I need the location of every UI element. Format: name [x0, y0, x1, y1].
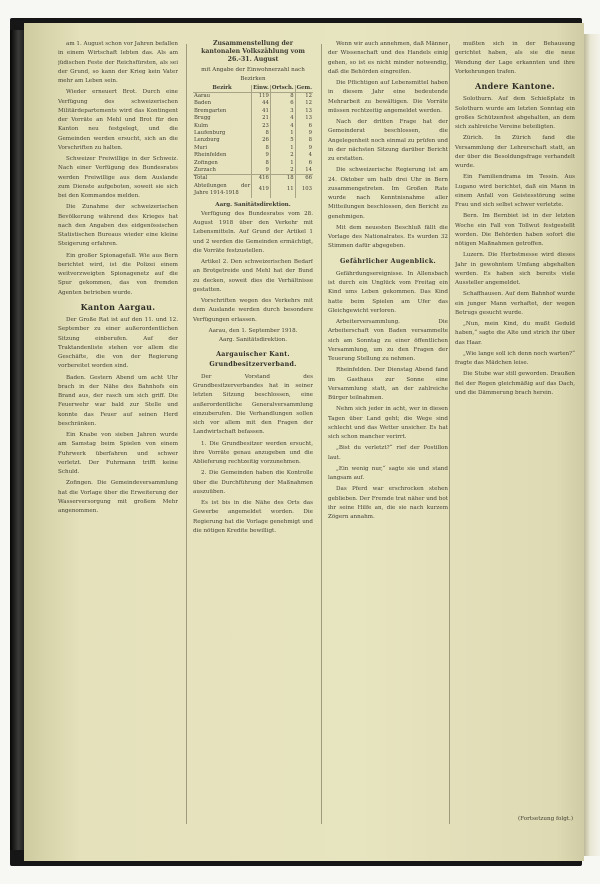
- table-row: Aarau 119 8 12: [194, 92, 312, 99]
- paragraph: 2. Die Gemeinden haben die Kontrolle über die Durchführung der Maßnahmen auszuüben.: [193, 470, 313, 495]
- signature-date: Aarau, den 1. September 1918.: [208, 327, 298, 334]
- paragraph: Der Vorstand des Grundbesitzerverbandes hat in seiner letzten Sitzung beschlossen, eine außerordentliche Generalversammlung einzuberufen. Die Verhandlungen sollen sich vor allem mit den Fragen der Landwirtschaft befassen.: [193, 373, 313, 436]
- paragraph: Artikel 2. Den schweizerischen Bedarf an Brotgetreide und Mehl hat der Bund zu decken, soweit dies die Verhältnisse gestatten.: [193, 259, 313, 293]
- paragraph: Vorschriften wegen des Verkehrs mit dem Auslande werden durch besondere Verfügungen erlassen.: [193, 298, 313, 323]
- paragraph: Luzern. Die Herbstmesse wird dieses Jahr in gewohntem Umfang abgehalten werden. Es haben sich bereits viele Aussteller angemeldet.: [455, 252, 575, 286]
- paragraph: mußten sich in der Behausung gerichtet haben, als sie die neue Wendung der Lage erkannten und ihre Vorkehrungen trafen.: [455, 41, 575, 75]
- table-row: Zofingen 8 1 6: [194, 159, 312, 166]
- paragraph: Solothurn. Auf dem Schießplatz in Solothurn wurde am letzten Sonntag ein großes Schützenfest abgehalten, an dem sich zahlreiche Vereine beteiligten.: [455, 96, 575, 130]
- paragraph: Zofingen. Die Gemeindeversammlung hat die Vorlage über die Erweiterung der Wasserversorgung mit großem Mehr angenommen.: [58, 480, 178, 514]
- paragraph: Schaffhausen. Auf dem Bahnhof wurde ein junger Mann verhaftet, der wegen Betrugs gesucht wurde.: [455, 291, 575, 316]
- table-title: Zusammenstellung der kantonalen Volkszählung vom 26.-31. August: [201, 40, 305, 63]
- paragraph: Rheinfelden. Der Dienstag Abend fand im Gasthaus zur Sonne eine Versammlung statt, an der zahlreiche Bürger teilnahmen.: [328, 367, 448, 401]
- page-edges: [584, 34, 600, 856]
- paragraph: am 1. August schon vor Jahren befallen in einem Wirtschaft lebten das. Als am jüdischen Feste der Reichsfürsten, als sei der Grund, so kann der Krieg kein Vater mehr am Leben sein.: [58, 41, 178, 84]
- table-row: Bremgarten 41 3 13: [194, 107, 312, 114]
- paragraph: Das Pferd war erschrocken stehen geblieben. Der Fremde trat näher und bot ihr seine Hilfe an, die sie nach kurzem Zögern annahm.: [328, 486, 448, 520]
- paragraph: Es ist bis in die Nähe des Orts das Gewerbe angemeldet worden. Die Regierung hat die Vorlage genehmigt und die nötigen Kredite bewilligt.: [193, 500, 313, 534]
- table-row: Brugg 21 4 13: [194, 115, 312, 122]
- table-subtitle: mit Angabe der Einwohnerzahl nach Bezirken: [201, 67, 305, 83]
- paragraph: Die Pflichtigen auf Lebensmittel haben in diesem Jahr eine bedeutende Mehrarbeit zu bewältigen. Die Vorräte müssen rechtzeitig angemeldet werden.: [328, 80, 448, 114]
- table-row: Laufenburg 8 1 9: [194, 129, 312, 136]
- paragraph: Ein Knabe von sieben Jahren wurde am Samstag beim Spielen von einem Fuhrwerk überfahren und schwer verletzt. Der Fuhrmann trifft keine Schuld.: [58, 432, 178, 475]
- paragraph: Die Stube war still geworden. Draußen fiel der Regen gleichmäßig auf das Dach, und die Dämmerung brach herein.: [455, 371, 575, 396]
- paragraph: Die Zunahme der schweizerischen Bevölkerung während des Krieges hat nach den Angaben des eidgenössischen Statistischen Bureaus wieder eine kleine Steigerung erfahren.: [58, 204, 178, 248]
- column-3: [328, 40, 448, 825]
- caption: Aarg. Sanitätsdirektion.: [215, 201, 291, 208]
- paragraph: Schweizer Freiwillige in der Schweiz. Nach einer Verfügung des Bundesrates werden Freiwillige aus dem Auslande zum Dienste aufgeboten, soweit sie sich bei den Kommandos melden.: [58, 156, 178, 199]
- table-row: Zurzach 9 2 14: [194, 166, 312, 173]
- table-row: Rheinfelden 9 2 4: [194, 152, 312, 159]
- paragraph: Nach der dritten Frage hat der Gemeinderat beschlossen, die Angelegenheit noch einmal zu prüfen und in der nächsten Sitzung darüber Bericht zu erstatten.: [328, 119, 448, 162]
- table-header: Einw.: [253, 84, 269, 91]
- table-row: Lenzburg 26 5 8: [194, 137, 312, 144]
- paragraph: Wenn wir auch annehmen, daß Männer der Wissenschaft und des Handels einig gehen, so ist es nicht minder notwendig, daß die Behörden eingreifen.: [328, 41, 448, 75]
- paragraph: Gefährdungsereignisse. In Allensbach ist durch ein Unglück vom Freitag ein Kind ums Leben gekommen. Das Kind hatte beim Spielen am Ufer das Gleichgewicht verloren.: [328, 270, 448, 314]
- paragraph: 1. Die Grundbesitzer werden ersucht, ihre Vorräte genau anzugeben und die Ablieferung rechtzeitig vorzunehmen.: [193, 440, 313, 466]
- column-rule: [186, 44, 187, 824]
- paragraph: Verfügung des Bundesrates vom 28. August 1918 über den Verkehr mit Lebensmitteln. Auf Grund der Artikel 1 und 2 werden die Gemeinden ermächtigt, die Vorräte festzustellen.: [193, 210, 313, 254]
- paragraph: Der Große Rat ist auf den 11. und 12. September zu einer außerordentlichen Sitzung einberufen. Auf der Traktandenliste stehen vor allem die Geschäfte, die von der Regierung vorbereitet worden sind.: [58, 317, 178, 370]
- section-heading: Andere Kantone.: [475, 81, 555, 91]
- book-spine: [10, 30, 24, 850]
- table-row: Baden 44 6 12: [194, 100, 312, 107]
- column-rule: [321, 44, 322, 824]
- table-header: Gem.: [296, 84, 312, 91]
- statistics-table: [193, 85, 313, 198]
- table-row: Muri 8 1 9: [194, 144, 312, 151]
- paragraph: „Wie lange soll ich denn noch warten?“ fragte das Mädchen leise.: [455, 350, 575, 366]
- paragraph: Nehm sich jeder in acht, wer in diesen Tagen über Land geht; die Wege sind schlecht und das Wetter unsicher. Es hat sich schon mancher verirrt.: [328, 406, 448, 440]
- paragraph: Bern. Im Bernbiet ist in der letzten Woche ein Fall von Tollwut festgestellt worden. Die Behörden haben sofort die nötigen Maßnahmen getroffen.: [455, 213, 575, 247]
- column-4: [455, 40, 575, 825]
- signature-name: Aarg. Sanitätsdirektion.: [219, 337, 287, 344]
- paragraph: Arbeiterversammlung. Die Arbeiterschaft von Baden versammelte sich am Sonntag zu einer öffentlichen Versammlung, um zu den Fragen der Teuerung Stellung zu nehmen.: [328, 319, 448, 362]
- table-total-row: Total 416 18 66: [194, 175, 312, 182]
- column-1: [58, 40, 178, 825]
- paragraph: Ein Familiendrama im Tessin. Aus Lugano wird berichtet, daß ein Mann in einem Anfall von Geistesstörung seine Frau und sich selbst schwer verletzte.: [455, 174, 575, 208]
- table-header: Bezirk: [193, 85, 252, 93]
- paragraph: Mit dem neuesten Beschluß fällt die Vorlage des Nationalrates. Es wurden 32 Stimmen dafür abgegeben.: [328, 224, 448, 250]
- paragraph: „Bist du verletzt?“ rief der Postillon laut.: [328, 445, 448, 461]
- continuation-note: (Fortsetzung folgt.): [518, 816, 574, 822]
- paragraph: Wieder erneuert Brot. Durch eine Verfügung des schweizerischen Militärdepartements wird das Kontingent der Vorräte an Mehl und Brot für den Kanton neu festgelegt, und die Gemeinden werden ersucht, sich an die Vorschriften zu halten.: [58, 89, 178, 151]
- table-header: Ortsch.: [271, 84, 294, 91]
- paragraph: „Ein wenig nur,“ sagte sie und stand langsam auf.: [328, 465, 448, 481]
- paragraph: Die schweizerische Regierung ist am 24. Oktober um halb drei Uhr in Bern zusammengetreten. Im Großen Rate wurde nach Kenntnisnahme aller Mitteilungen beschlossen, den Bericht zu genehmigen.: [328, 167, 448, 220]
- column-2: [193, 40, 313, 825]
- column-rule: [449, 44, 450, 824]
- paragraph: Zürich. In Zürich fand die Versammlung der Lehrerschaft statt, an der über die Besoldungsfrage verhandelt wurde.: [455, 135, 575, 169]
- table-note-row: Abteilungen der Jahre 1914-1918 419 11 103: [194, 182, 312, 197]
- section-heading: Kanton Aargau.: [80, 301, 156, 312]
- section-heading: Aargauischer Kant. Grundbesitzerverband.: [209, 351, 297, 368]
- paragraph: Baden. Gestern Abend um acht Uhr brach in der Nähe des Bahnhofs ein Brand aus, der rasch um sich griff. Die Feuerwehr war bald zur Stelle und konnte das Feuer auf seinen Herd beschränken.: [58, 374, 178, 427]
- section-heading: Gefährlicher Augenblick.: [339, 257, 436, 265]
- table-row: Kulm 23 4 6: [194, 122, 312, 129]
- paragraph: „Nun, mein Kind, du mußt Geduld haben,“ sagte die Alte und strich ihr über das Haar.: [455, 321, 575, 346]
- paragraph: Ein großer Spionagefall. Wie aus Bern berichtet wird, ist die Polizei einem weitverzweigten Spionagenetz auf die Spur gekommen, das von fremden Agenten betrieben wurde.: [58, 252, 178, 296]
